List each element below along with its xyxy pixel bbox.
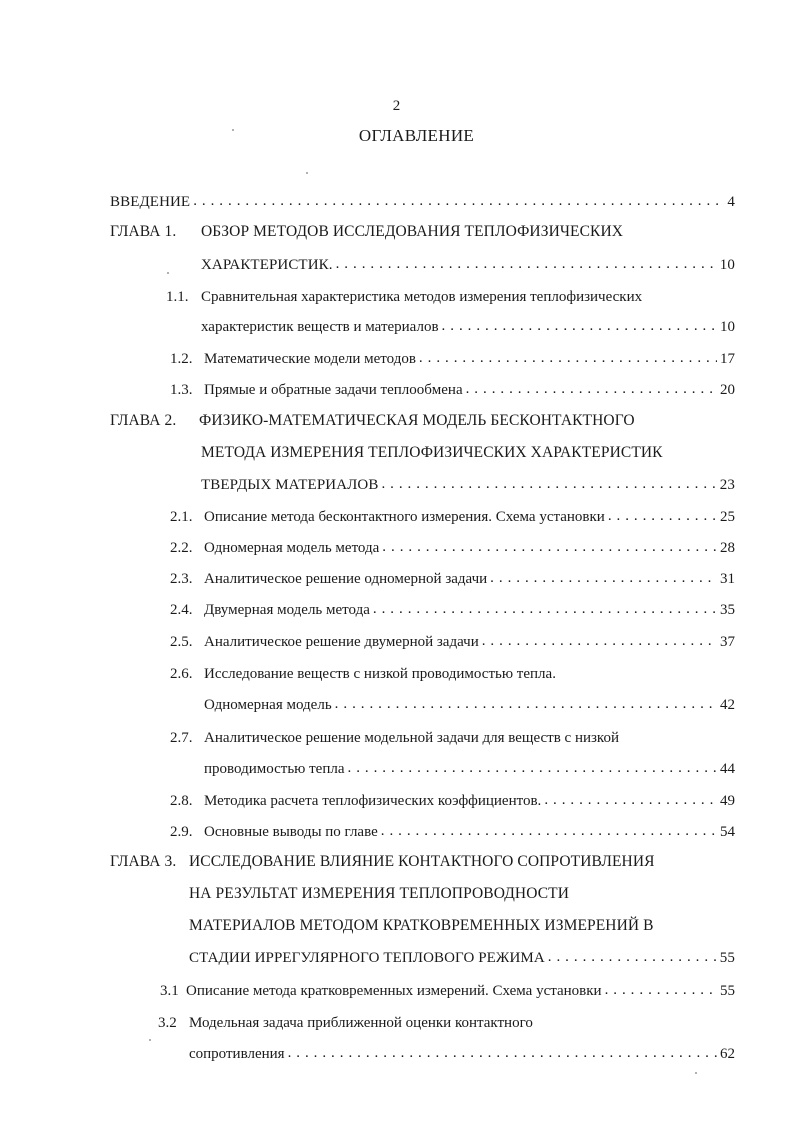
entry-page: 35: [720, 602, 735, 618]
toc-entry-chapter-3[interactable]: [189, 948, 735, 968]
toc-title: ОГЛАВЛЕНИЕ: [358, 126, 475, 145]
entry-title: Математические модели методов: [204, 351, 416, 367]
dot-leader: [466, 379, 717, 399]
entry-number: 2.8.: [170, 793, 193, 809]
entry-title: Аналитическое решение двумерной задачи: [204, 634, 479, 650]
scan-speck: [149, 1039, 151, 1041]
dot-leader: [490, 568, 717, 588]
dot-leader: [382, 537, 717, 557]
entry-title: Одномерная модель метода: [204, 540, 380, 556]
scan-speck: [232, 129, 234, 131]
toc-entry-section-2-2[interactable]: [170, 538, 735, 558]
dot-leader: [544, 790, 717, 810]
toc-entry-section-2-5[interactable]: [170, 632, 735, 652]
entry-number: 2.5.: [170, 634, 193, 650]
dot-leader: [381, 821, 717, 841]
dot-leader: [605, 980, 717, 1000]
entry-page: 49: [720, 793, 735, 809]
section-1-1-title-line1[interactable]: Сравнительная характеристика методов измерения теплофизических: [201, 289, 643, 305]
entry-number: 2.1.: [170, 509, 193, 525]
entry-title: проводимостью тепла: [204, 761, 345, 777]
section-2-6-number: 2.6.: [170, 666, 193, 682]
entry-number: 2.4.: [170, 602, 193, 618]
chapter-3-title-line2[interactable]: НА РЕЗУЛЬТАТ ИЗМЕРЕНИЯ ТЕПЛОПРОВОДНОСТИ: [189, 885, 570, 902]
chapter-3-number: ГЛАВА 3.: [110, 853, 177, 870]
section-2-7-number: 2.7.: [170, 730, 193, 746]
chapter-3-title-line3[interactable]: МАТЕРИАЛОВ МЕТОДОМ КРАТКОВРЕМЕННЫХ ИЗМЕРЕНИЙ В: [189, 917, 654, 934]
toc-entry-chapter-2[interactable]: [201, 475, 735, 495]
dot-leader: [373, 599, 717, 619]
entry-page: 44: [720, 761, 735, 777]
toc-entry-section-1-2[interactable]: [170, 349, 735, 369]
toc-entry-section-1-3[interactable]: [170, 380, 735, 400]
dot-leader: [419, 348, 717, 368]
entry-title: Прямые и обратные задачи теплообмена: [204, 382, 463, 398]
entry-title: Двумерная модель метода: [204, 602, 370, 618]
toc-entry-section-2-7[interactable]: [204, 759, 735, 779]
entry-title: Методика расчета теплофизических коэффициентов.: [204, 793, 542, 809]
dot-leader: [288, 1043, 717, 1063]
toc-entry-section-2-9[interactable]: [170, 822, 735, 842]
chapter-3-title-line1[interactable]: ИССЛЕДОВАНИЕ ВЛИЯНИЕ КОНТАКТНОГО СОПРОТИВЛЕНИЯ: [189, 853, 655, 870]
entry-title: СТАДИИ ИРРЕГУЛЯРНОГО ТЕПЛОВОГО РЕЖИМА: [189, 950, 545, 966]
dot-leader: [348, 758, 718, 778]
section-1-1-number: 1.1.: [166, 289, 189, 305]
chapter-2-number: ГЛАВА 2.: [110, 412, 177, 429]
entry-title: Аналитическое решение одномерной задачи: [204, 571, 488, 587]
entry-page: 25: [720, 509, 735, 525]
scan-speck: [306, 172, 308, 174]
page-number: 2: [392, 98, 401, 114]
entry-number: 2.9.: [170, 824, 193, 840]
section-3-2-number: 3.2: [158, 1015, 177, 1031]
chapter-2-title-line2[interactable]: МЕТОДА ИЗМЕРЕНИЯ ТЕПЛОФИЗИЧЕСКИХ ХАРАКТЕРИСТИК: [201, 444, 663, 461]
entry-page: 23: [719, 477, 735, 493]
section-2-6-title-line1[interactable]: Исследование веществ с низкой проводимостью тепла.: [204, 666, 556, 682]
entry-title: характеристик веществ и материалов: [201, 319, 439, 335]
entry-page: 42: [720, 697, 735, 713]
entry-page: 17: [720, 351, 735, 367]
entry-title: Описание метода кратковременных измерений. Схема установки: [186, 983, 602, 999]
dot-leader: [335, 694, 717, 714]
entry-page: 62: [720, 1046, 735, 1062]
entry-number: 2.3.: [170, 571, 193, 587]
entry-page: 55: [719, 950, 735, 966]
toc-entry-section-2-4[interactable]: [170, 600, 735, 620]
dot-leader: [608, 506, 717, 526]
entry-page: 10: [720, 319, 735, 335]
entry-page: 10: [719, 257, 735, 273]
entry-title: Одномерная модель: [204, 697, 332, 713]
dot-leader: [442, 316, 717, 336]
section-2-7-title-line1[interactable]: Аналитическое решение модельной задачи для веществ с низкой: [204, 730, 619, 746]
dot-leader: [193, 191, 724, 211]
toc-entry-chapter-1[interactable]: [201, 255, 735, 275]
dot-leader: [482, 631, 717, 651]
toc-entry-section-1-1[interactable]: [201, 317, 735, 337]
entry-number: 2.2.: [170, 540, 193, 556]
entry-page: 55: [720, 983, 735, 999]
section-3-2-title-line1[interactable]: Модельная задача приближенной оценки контактного: [189, 1015, 533, 1031]
entry-page: 37: [720, 634, 735, 650]
entry-page: 4: [727, 194, 735, 210]
toc-entry-section-2-3[interactable]: [170, 569, 735, 589]
toc-entry-section-2-6[interactable]: [204, 695, 735, 715]
entry-title: Описание метода бесконтактного измерения. Схема установки: [204, 509, 605, 525]
entry-number: 1.2.: [170, 351, 193, 367]
entry-page: 54: [720, 824, 735, 840]
entry-title: ТВЕРДЫХ МАТЕРИАЛОВ: [201, 477, 379, 493]
dot-leader: [381, 474, 716, 494]
chapter-2-title-line1[interactable]: ФИЗИКО-МАТЕМАТИЧЕСКАЯ МОДЕЛЬ БЕСКОНТАКТНОГО: [199, 412, 635, 429]
entry-number: 1.3.: [170, 382, 193, 398]
entry-title: ВВЕДЕНИЕ: [110, 194, 191, 210]
chapter-1-title-line1[interactable]: ОБЗОР МЕТОДОВ ИССЛЕДОВАНИЯ ТЕПЛОФИЗИЧЕСКИХ: [201, 223, 624, 240]
toc-entry-section-3-1[interactable]: [160, 981, 735, 1001]
entry-page: 28: [720, 540, 735, 556]
entry-page: 31: [720, 571, 735, 587]
entry-title: ХАРАКТЕРИСТИК.: [201, 257, 333, 273]
toc-entry-introduction[interactable]: [110, 192, 735, 212]
dot-leader: [548, 947, 717, 967]
entry-title: Основные выводы по главе: [204, 824, 378, 840]
entry-page: 20: [720, 382, 735, 398]
scan-speck: [167, 272, 169, 274]
entry-title: сопротивления: [189, 1046, 285, 1062]
dot-leader: [336, 254, 717, 274]
toc-entry-section-2-1[interactable]: [170, 507, 735, 527]
entry-number: 3.1: [160, 983, 179, 999]
chapter-1-number: ГЛАВА 1.: [110, 223, 177, 240]
scan-speck: [695, 1072, 697, 1074]
toc-entry-section-2-8[interactable]: [170, 791, 735, 811]
toc-entry-section-3-2[interactable]: [189, 1044, 735, 1064]
